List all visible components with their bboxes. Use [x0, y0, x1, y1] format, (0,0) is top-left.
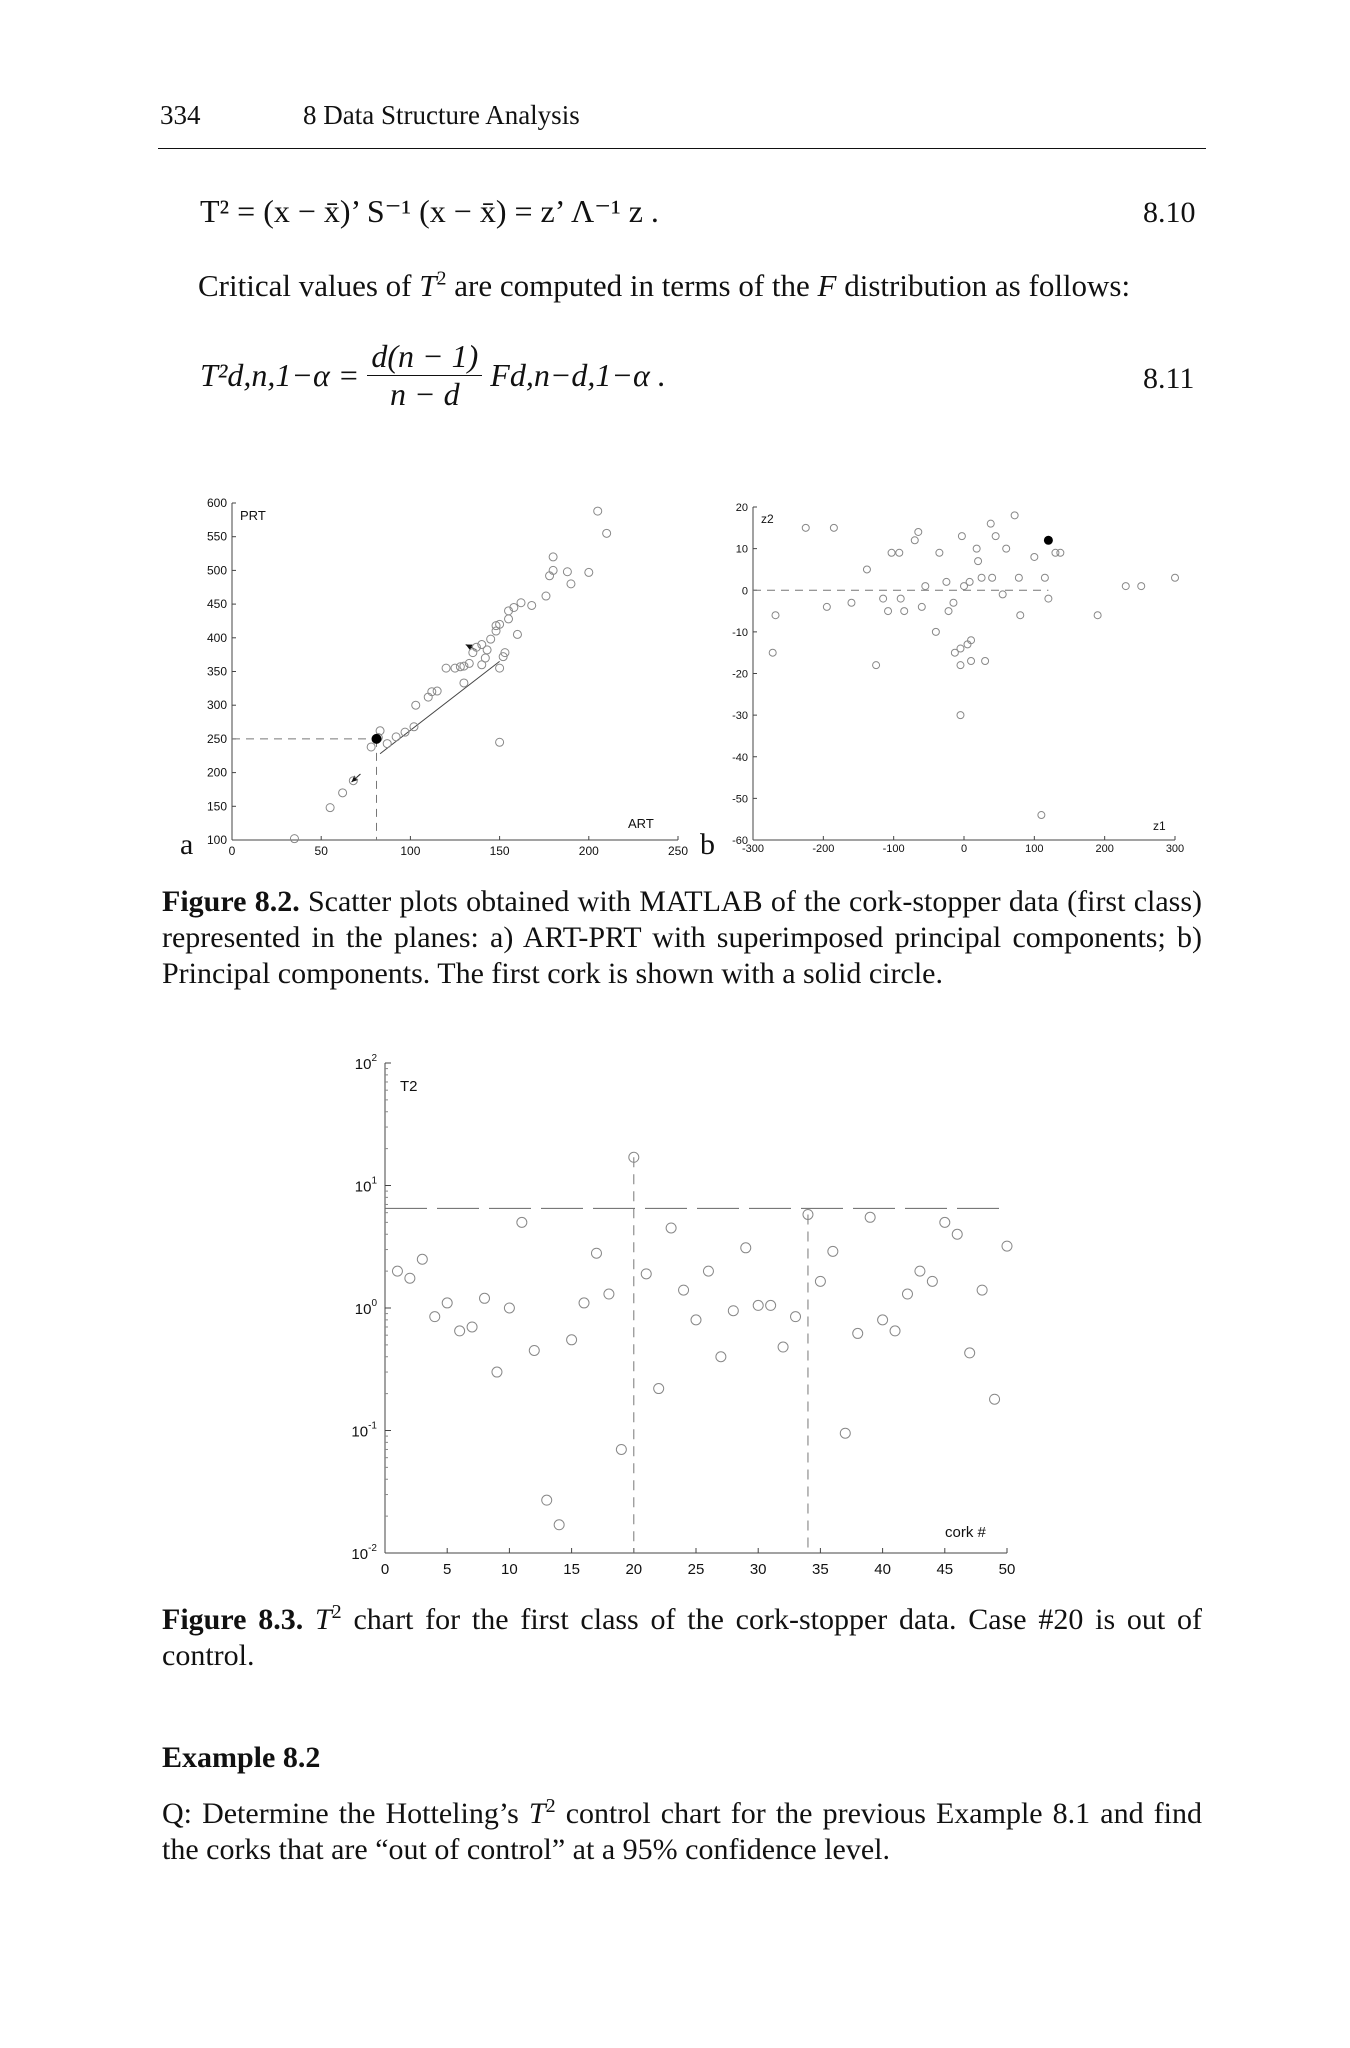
- first-cork-point: [1044, 536, 1053, 545]
- data-point: [467, 1322, 477, 1332]
- data-point: [753, 1300, 763, 1310]
- y-tick-label: 100: [206, 833, 227, 847]
- data-point: [957, 645, 964, 652]
- data-point: [585, 568, 593, 576]
- data-point: [430, 1312, 440, 1322]
- panel-a-label: a: [180, 828, 194, 861]
- x-tick-label: -200: [812, 843, 835, 855]
- x-tick-label: 15: [563, 1561, 580, 1578]
- data-point: [965, 1348, 975, 1358]
- data-point: [641, 1269, 651, 1279]
- data-point: [579, 1298, 589, 1308]
- data-point: [455, 1326, 465, 1336]
- data-point: [952, 1229, 962, 1239]
- data-point: [977, 1285, 987, 1295]
- data-point: [932, 628, 939, 635]
- data-point: [966, 578, 973, 585]
- y-tick-label: -40: [732, 751, 748, 764]
- data-point: [957, 662, 964, 669]
- data-point: [1031, 553, 1038, 560]
- y-axis-label: PRT: [240, 508, 266, 523]
- y-tick-label: 0: [741, 585, 748, 598]
- x-tick-label: -100: [882, 843, 905, 855]
- data-point: [975, 558, 982, 565]
- data-point: [505, 615, 513, 623]
- data-point: [901, 608, 908, 615]
- data-point: [383, 740, 391, 748]
- data-point: [517, 599, 525, 607]
- data-point: [863, 566, 870, 573]
- data-point: [915, 1266, 925, 1276]
- x-tick-label: 25: [687, 1561, 705, 1578]
- data-point: [989, 574, 996, 581]
- y-tick-label: -20: [732, 668, 748, 681]
- data-point: [392, 1266, 402, 1276]
- data-point: [940, 1217, 950, 1227]
- data-point: [885, 608, 892, 615]
- fig-8-3-t2-chart: [330, 1040, 1030, 1590]
- data-point: [567, 1335, 577, 1345]
- x-tick-label: 0: [380, 1561, 390, 1578]
- data-point: [504, 1303, 514, 1313]
- y-tick-label: 300: [206, 698, 227, 713]
- data-point: [549, 553, 557, 561]
- y-tick-label: 10: [735, 543, 748, 556]
- x-tick-label: 200: [578, 844, 599, 858]
- data-point: [865, 1212, 875, 1222]
- data-point: [480, 1293, 490, 1303]
- data-point: [880, 595, 887, 602]
- data-point: [1017, 612, 1024, 619]
- x-tick-label: 150: [489, 844, 510, 858]
- data-point: [492, 1367, 502, 1377]
- x-tick-label: 5: [443, 1561, 452, 1578]
- x-tick-label: 0: [960, 843, 968, 855]
- equation-8-11-lhs: T²d,n,1−α =: [200, 357, 360, 393]
- y-axis-label: z2: [761, 512, 774, 526]
- data-point: [616, 1444, 626, 1454]
- data-point: [990, 1394, 1000, 1404]
- data-point: [528, 601, 536, 609]
- x-tick-label: 50: [998, 1561, 1016, 1578]
- data-point: [604, 1289, 614, 1299]
- data-point: [728, 1306, 738, 1316]
- data-point: [392, 733, 400, 741]
- page-number: 334: [160, 100, 201, 130]
- data-point: [766, 1300, 776, 1310]
- y-tick-label: 450: [206, 597, 227, 612]
- data-point: [992, 533, 999, 540]
- data-point: [918, 603, 925, 610]
- example-title: Example 8.2: [162, 1741, 321, 1774]
- data-point: [848, 599, 855, 606]
- data-point: [591, 1248, 601, 1258]
- data-point: [902, 1289, 912, 1299]
- data-point: [483, 646, 491, 654]
- x-tick-label: 200: [1095, 843, 1114, 855]
- y-tick-label: -10: [732, 626, 748, 639]
- y-tick-label: 150: [206, 799, 227, 814]
- data-point: [897, 595, 904, 602]
- data-point: [1015, 574, 1022, 581]
- data-point: [840, 1428, 850, 1438]
- y-tick-label: $10^2$: [354, 1053, 377, 1073]
- data-point: [791, 1312, 801, 1322]
- y-tick-label: 500: [206, 563, 227, 578]
- y-tick-label: -50: [732, 793, 748, 806]
- x-tick-label: 100: [1025, 843, 1044, 855]
- data-point: [927, 1276, 937, 1286]
- data-point: [412, 701, 420, 709]
- data-point: [987, 520, 994, 527]
- x-tick-label: 30: [749, 1561, 767, 1578]
- equation-8-11-fraction: [367, 338, 482, 413]
- x-tick-label: 10: [501, 1561, 518, 1578]
- y-axis-label: T2: [400, 1078, 418, 1095]
- data-point: [973, 545, 980, 552]
- equation-number-8-10: 8.10: [1143, 196, 1196, 229]
- equation-8-11: [200, 338, 666, 413]
- x-tick-label: -300: [741, 843, 765, 855]
- data-point: [679, 1285, 689, 1295]
- data-point: [603, 529, 611, 537]
- data-point: [487, 635, 495, 643]
- data-point: [936, 549, 943, 556]
- data-point: [326, 804, 334, 812]
- data-point: [802, 524, 809, 531]
- equation-8-11-numerator: d(n − 1): [367, 338, 482, 376]
- data-point: [911, 537, 918, 544]
- data-point: [517, 1217, 527, 1227]
- data-point: [945, 608, 952, 615]
- data-point: [1094, 612, 1101, 619]
- data-point: [999, 591, 1006, 598]
- x-tick-label: 0: [228, 844, 236, 858]
- data-point: [778, 1342, 788, 1352]
- data-point: [828, 1246, 838, 1256]
- y-tick-label: 350: [206, 664, 227, 679]
- panel-b-label: b: [700, 828, 715, 861]
- data-point: [823, 603, 830, 610]
- x-tick-label: 100: [400, 844, 421, 858]
- y-tick-label: $10^0$: [354, 1298, 377, 1318]
- data-point: [433, 687, 441, 695]
- x-axis-label: ART: [628, 816, 654, 831]
- equation-8-11-denominator: n − d: [390, 376, 460, 412]
- y-tick-label: $10^{-2}$: [351, 1543, 377, 1563]
- data-point: [878, 1315, 888, 1325]
- data-point: [922, 583, 929, 590]
- x-tick-label: 45: [936, 1561, 954, 1578]
- x-tick-label: 250: [667, 844, 689, 858]
- data-point: [567, 580, 575, 588]
- data-point: [496, 664, 504, 672]
- data-point: [563, 568, 571, 576]
- data-point: [410, 723, 418, 731]
- data-point: [594, 507, 602, 515]
- figure-8-2-caption: Figure 8.2. Scatter plots obtained with MATLAB of the cork-stopper data (first class) represented in the planes: a) ART-PRT with superimposed principal components; b) Principal components. The first cork is shown with a solid circle.: [162, 885, 1203, 990]
- data-point: [982, 658, 989, 665]
- y-tick-label: 20: [735, 502, 748, 514]
- data-point: [957, 712, 964, 719]
- data-point: [950, 599, 957, 606]
- data-point: [442, 1298, 452, 1308]
- example-question: Q: Determine the Hotteling’s $T^2$ control chart for the previous Example 8.1 and find the corks that are “out of control” at a 95% confidence level.: [162, 1795, 1202, 1866]
- data-point: [542, 1495, 552, 1505]
- y-tick-label: 200: [206, 765, 227, 780]
- data-point: [1122, 583, 1129, 590]
- data-point: [1045, 595, 1052, 602]
- data-point: [290, 835, 298, 843]
- critical-values-paragraph: Critical values of $T^2$ are computed in terms of the F distribution as follows:: [198, 267, 1131, 303]
- data-point: [554, 1520, 564, 1530]
- equation-number-8-11: 8.11: [1143, 362, 1195, 395]
- x-tick-label: 300: [1165, 843, 1185, 855]
- data-point: [1011, 512, 1018, 519]
- x-tick-label: 50: [314, 844, 328, 858]
- data-point: [339, 789, 347, 797]
- data-point: [1003, 545, 1010, 552]
- y-tick-label: $10^1$: [354, 1175, 377, 1196]
- y-tick-label: 600: [206, 496, 227, 510]
- data-point: [496, 738, 504, 746]
- data-point: [367, 743, 375, 751]
- header-rule: [158, 148, 1206, 149]
- y-tick-label: $10^{-1}$: [351, 1420, 377, 1441]
- y-tick-label: 550: [206, 529, 227, 544]
- data-point: [915, 528, 922, 535]
- data-point: [830, 524, 837, 531]
- y-tick-label: 250: [206, 731, 227, 746]
- data-point: [405, 1273, 415, 1283]
- x-tick-label: 40: [874, 1561, 891, 1578]
- fig-8-2b-scatter: [715, 495, 1185, 860]
- data-point: [542, 592, 550, 600]
- data-point: [741, 1243, 751, 1253]
- data-point: [481, 654, 489, 662]
- data-point: [896, 549, 903, 556]
- first-cork-point: [372, 734, 382, 744]
- data-point: [890, 1326, 900, 1336]
- data-point: [703, 1266, 713, 1276]
- data-point: [513, 630, 521, 638]
- data-point: [815, 1276, 825, 1286]
- data-point: [772, 612, 779, 619]
- data-point: [716, 1352, 726, 1362]
- y-tick-label: 400: [206, 630, 227, 645]
- data-point: [978, 574, 985, 581]
- fig-8-2a-scatter: [190, 495, 690, 860]
- data-point: [460, 679, 468, 687]
- x-tick-label: 20: [625, 1561, 643, 1578]
- data-point: [451, 664, 459, 672]
- data-point: [666, 1223, 676, 1233]
- data-point: [1002, 1241, 1012, 1251]
- data-point: [968, 658, 975, 665]
- data-point: [1138, 583, 1145, 590]
- data-point: [1057, 549, 1064, 556]
- y-tick-label: -60: [732, 835, 748, 847]
- data-point: [853, 1328, 863, 1338]
- data-point: [943, 578, 950, 585]
- figure-8-3-caption: Figure 8.3. $T^2$ chart for the first class of the cork-stopper data. Case #20 is out of control.: [162, 1601, 1202, 1672]
- data-point: [958, 533, 965, 540]
- data-point: [417, 1254, 427, 1264]
- data-point: [654, 1384, 664, 1394]
- x-tick-label: 35: [812, 1561, 829, 1578]
- data-point: [873, 662, 880, 669]
- data-point: [529, 1345, 539, 1355]
- data-point: [442, 664, 450, 672]
- data-point: [888, 549, 895, 556]
- data-point: [1041, 574, 1048, 581]
- x-axis-label: z1: [1153, 819, 1166, 833]
- equation-8-10: T² = (x − x̄)’ S⁻¹ (x − x̄) = z’ Λ⁻¹ z .: [200, 193, 659, 229]
- data-point: [1172, 574, 1179, 581]
- y-tick-label: -30: [732, 710, 748, 723]
- equation-8-11-rhs: Fd,n−d,1−α .: [490, 357, 666, 393]
- data-point: [691, 1315, 701, 1325]
- x-axis-label: cork #: [945, 1524, 986, 1541]
- running-header: 8 Data Structure Analysis: [303, 100, 580, 130]
- data-point: [769, 649, 776, 656]
- data-point: [1038, 812, 1045, 819]
